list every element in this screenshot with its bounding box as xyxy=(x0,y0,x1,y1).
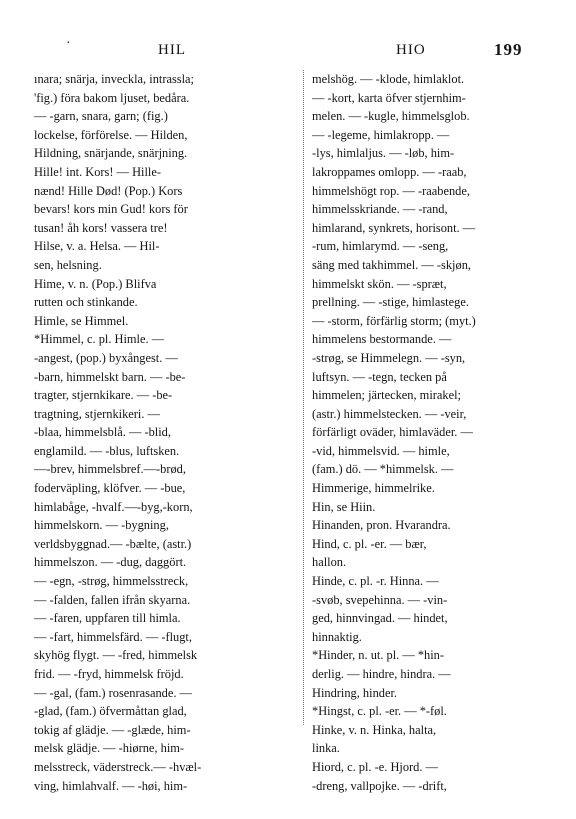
header-right-word: HIO xyxy=(396,42,426,58)
text-line: (fam.) dö. — *himmelsk. — xyxy=(312,462,454,477)
right-column xyxy=(312,70,552,795)
text-line: Hiord, c. pl. -e. Hjord. — xyxy=(312,759,438,774)
text-line: linka. xyxy=(312,741,340,756)
text-line: derlig. — hindre, hindra. — xyxy=(312,667,451,681)
text-line: -blaa, himmelsblå. — -blid, xyxy=(34,425,171,440)
text-line: (astr.) himmelstecken. — -veir, xyxy=(312,406,467,421)
text-line: himmelskt skön. — -spræt, xyxy=(312,276,447,291)
text-line: — -faren, uppfaren till himla. xyxy=(34,611,181,626)
text-line: — -storm, förfärlig storm; (myt.) xyxy=(312,313,476,328)
text-line: Hin, se Hiin. xyxy=(312,499,376,514)
text-line: Hinanden, pron. Hvarandra. xyxy=(312,518,451,533)
text-line: — -garn, snara, garn; (fig.) xyxy=(34,109,168,124)
text-line: *Hinder, n. ut. pl. — *hin- xyxy=(312,648,445,663)
text-line: himmelshögt rop. — -raabende, xyxy=(312,183,470,198)
text-line: -barn, himmelskt barn. — -be- xyxy=(34,369,186,384)
text-line: himmelskorn. — -bygning, xyxy=(34,518,169,533)
text-line: Hind, c. pl. -er. — bær, xyxy=(312,536,427,551)
text-line: ged, hinnvingad. — hindet, xyxy=(312,611,448,626)
text-line: -strøg, se Himmelegn. — -syn, xyxy=(312,350,466,365)
text-line: — -egn, -strøg, himmelsstreck, xyxy=(34,574,189,589)
text-line: melsstreck, väderstreck.— -hvæl- xyxy=(34,759,202,774)
header-mark: · xyxy=(66,36,72,51)
text-line: sen, helsning. xyxy=(34,257,102,272)
text-line: Hinde, c. pl. -r. Hinna. — xyxy=(312,574,439,589)
text-line: lakroppames omlopp. — -raab, xyxy=(312,164,467,179)
text-line: hinnaktig. xyxy=(312,629,362,644)
text-line: — -legeme, himlakropp. — xyxy=(312,127,450,142)
text-line: himlarand, synkrets, horisont. — xyxy=(312,220,476,235)
header-left-word: HIL xyxy=(158,42,186,58)
text-line: ınara; snärja, inveckla, intrassla; xyxy=(34,72,194,86)
text-line: tragter, stjernkikare. — -be- xyxy=(34,388,173,403)
text-line: tokig af glädje. — -glæde, him- xyxy=(34,722,191,737)
text-line: himmelens bestormande. — xyxy=(312,332,452,347)
text-line: — -gal, (fam.) rosenrasande. — xyxy=(34,685,192,700)
text-line: prellning. — -stige, himlastege. xyxy=(312,295,469,310)
text-line: himlabåge, -hvalf.—-byg,-korn, xyxy=(34,499,193,514)
text-line: -lys, himlaljus. — -løb, him- xyxy=(312,146,455,161)
text-line: lockelse, förförelse. — Hilden, xyxy=(34,127,188,142)
text-line: Hinke, v. n. Hinka, halta, xyxy=(312,722,437,737)
text-line: Hime, v. n. (Pop.) Blifva xyxy=(34,276,157,291)
text-line: Hilse, v. a. Helsa. — Hil- xyxy=(34,239,160,254)
text-line: — -kort, karta öfver stjernhim- xyxy=(312,90,466,105)
text-line: säng med takhimmel. — -skjøn, xyxy=(312,257,471,272)
text-line: —-brev, himmelsbref.—-brød, xyxy=(34,462,186,477)
text-line: -dreng, vallpojke. — -drift, xyxy=(312,778,447,793)
text-line: -svøb, svepehinna. — -vin- xyxy=(312,592,448,607)
text-line: Hildning, snärjande, snärjning. xyxy=(34,146,188,161)
text-line: himmelsskriande. — -rand, xyxy=(312,202,448,217)
text-line: förfärligt oväder, himlaväder. — xyxy=(312,425,473,440)
text-line: melsk glädje. — -hiørne, him- xyxy=(34,741,185,756)
text-line: — -falden, fallen ifrån skyarna. xyxy=(34,592,191,607)
column-divider xyxy=(303,70,304,725)
text-line: -rum, himlarymd. — -seng, xyxy=(312,239,449,254)
running-header xyxy=(0,36,576,66)
text-line: -vid, himmelsvid. — himle, xyxy=(312,443,450,458)
text-line: — -fart, himmelsfärd. — -flugt, xyxy=(34,629,192,644)
text-line: tusan! åh kors! vassera tre! xyxy=(34,220,168,235)
text-line: melshög. — -klode, himlaklot. xyxy=(312,72,465,86)
text-line: tragtning, stjernkikeri. — xyxy=(34,406,160,421)
text-line: 'fig.) föra bakom ljuset, bedåra. xyxy=(34,90,190,105)
text-line: rutten och stinkande. xyxy=(34,295,138,310)
text-line: Himle, se Himmel. xyxy=(34,313,129,328)
text-line: englamild. — -blus, luftsken. xyxy=(34,443,180,458)
text-line: Himmerige, himmelrike. xyxy=(312,481,435,496)
text-line: nænd! Hille Død! (Pop.) Kors xyxy=(34,183,183,198)
text-line: luftsyn. — -tegn, tecken på xyxy=(312,369,447,384)
text-line: himmelen; järtecken, mirakel; xyxy=(312,388,461,403)
text-line: -angest, (pop.) byxångest. — xyxy=(34,350,178,365)
text-line: -glad, (fam.) öfvermåttan glad, xyxy=(34,704,187,719)
text-line: *Hingst, c. pl. -er. — *-føl. xyxy=(312,704,447,719)
text-line: frid. — -fryd, himmelsk fröjd. xyxy=(34,667,184,681)
page-number: 199 xyxy=(494,40,523,59)
text-line: skyhög flygt. — -fred, himmelsk xyxy=(34,648,198,663)
text-line: foderväpling, klöfver. — -bue, xyxy=(34,481,186,496)
text-line: Hille! int. Kors! — Hille- xyxy=(34,164,161,179)
text-line: ving, himlahvalf. — -høi, him- xyxy=(34,778,188,793)
text-line: verldsbyggnad.— -bælte, (astr.) xyxy=(34,536,192,551)
text-line: Hindring, hinder. xyxy=(312,685,398,700)
text-line: *Himmel, c. pl. Himle. — xyxy=(34,332,165,347)
text-line: melen. — -kugle, himmelsglob. xyxy=(312,109,470,124)
left-column xyxy=(34,70,304,795)
text-line: hallon. xyxy=(312,555,347,570)
text-line: himmelszon. — -dug, daggört. xyxy=(34,555,187,570)
text-line: bevars! kors min Gud! kors för xyxy=(34,202,188,217)
